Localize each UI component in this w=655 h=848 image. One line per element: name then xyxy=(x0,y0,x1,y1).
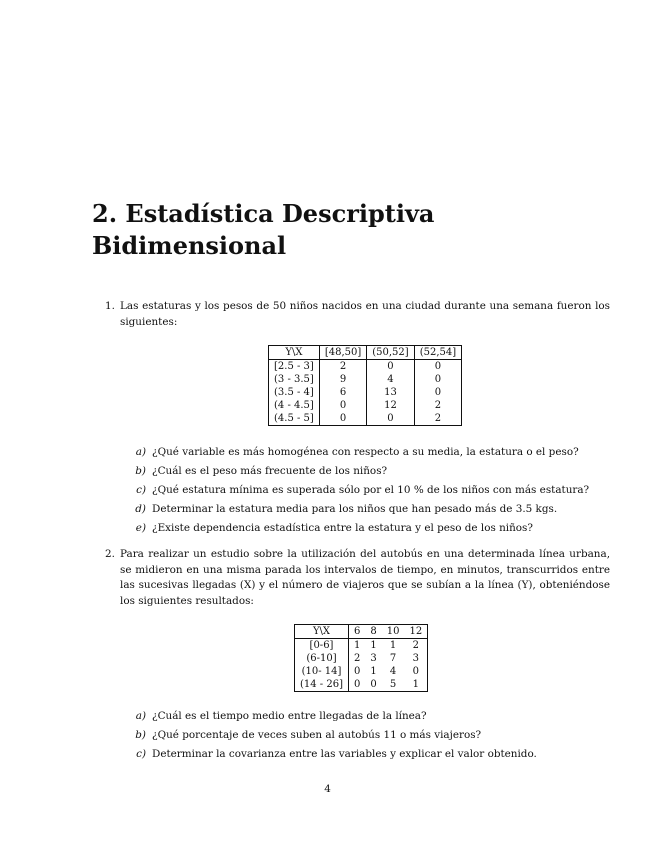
list-item xyxy=(128,445,598,464)
table-cell: 0 xyxy=(367,412,414,426)
table-cell: 0 xyxy=(434,361,442,372)
item-label: a) xyxy=(135,446,146,458)
column-header: 8 xyxy=(365,625,381,639)
row-label: (4 - 4.5] xyxy=(269,399,320,412)
problem-1-subquestions xyxy=(128,445,598,540)
list-item xyxy=(128,728,598,747)
item-label: b) xyxy=(135,729,146,741)
table-cell: 2 xyxy=(412,640,420,651)
table-cell: 12 xyxy=(367,399,414,412)
problem-2-subquestions xyxy=(128,709,598,766)
table-row xyxy=(295,652,428,665)
table-cell: 0 xyxy=(354,666,361,677)
row-label: [0-6] xyxy=(295,639,349,653)
table-cell: 2 xyxy=(434,400,442,411)
table-cell: 4 xyxy=(367,373,414,386)
item-label: e) xyxy=(135,522,146,534)
table-row xyxy=(269,386,462,399)
item-text: ¿Qué variable es más homogénea con respecto a su media, la estatura o el peso? xyxy=(152,446,579,458)
table-cell: 0 xyxy=(434,374,442,385)
item-text: Determinar la covarianza entre las variables y explicar el valor obtenido. xyxy=(152,748,537,760)
table-row xyxy=(295,639,428,653)
item-text: ¿Qué estatura mínima es superada sólo por el 10 % de los niños con más estatura? xyxy=(152,484,590,496)
chapter-title-line1: 2. Estadística Descriptiva xyxy=(92,199,435,228)
table-cell: 0 xyxy=(319,412,366,426)
problem-1-number: 1. xyxy=(105,300,115,312)
list-item xyxy=(128,747,598,766)
row-label: (10- 14] xyxy=(295,665,349,678)
table-cell: 2 xyxy=(434,413,442,424)
problem-2 xyxy=(105,547,610,609)
item-label: c) xyxy=(136,748,146,760)
table-cell: 1 xyxy=(370,666,377,677)
table-cell: 1 xyxy=(354,640,361,651)
column-header: (52,54] xyxy=(414,346,461,360)
table-cell: 3 xyxy=(412,653,420,664)
problem-2-number: 2. xyxy=(105,548,115,560)
column-header: 6 xyxy=(349,625,366,639)
column-header: (50,52] xyxy=(367,346,414,360)
item-text: ¿Existe dependencia estadística entre la estatura y el peso de los niños? xyxy=(152,522,533,534)
problem-1-table xyxy=(268,345,462,426)
table-cell: 4 xyxy=(389,666,397,677)
column-header: [48,50] xyxy=(319,346,366,360)
row-label: (3 - 3.5] xyxy=(269,373,320,386)
item-text: Determinar la estatura media para los niños que han pesado más de 3.5 kgs. xyxy=(152,503,558,515)
table-cell: 0 xyxy=(412,666,420,677)
table-cell: 3 xyxy=(370,653,377,664)
list-item xyxy=(128,483,598,502)
list-item xyxy=(128,464,598,483)
problem-2-table xyxy=(294,624,428,692)
list-item xyxy=(128,502,598,521)
problem-2-text: Para realizar un estudio sobre la utilización del autobús en una determinada línea urbana, se midieron en una misma parada los intervalos de tiempo, en minutos, transcurridos entre las sucesivas llegadas (X) y el número de viajeros que se subían a la línea (Y), obteniéndose los siguientes resultados: xyxy=(120,548,610,607)
row-label: (6-10] xyxy=(295,652,349,665)
table-cell: 2 xyxy=(354,653,361,664)
table-cell: 0 xyxy=(367,360,414,374)
table-cell: 5 xyxy=(389,679,397,690)
table-corner: Y\X xyxy=(269,346,320,360)
item-label: d) xyxy=(135,503,146,515)
item-text: ¿Cuál es el peso más frecuente de los niños? xyxy=(152,465,388,477)
table-cell: 2 xyxy=(319,360,366,374)
table-cell: 0 xyxy=(354,679,361,690)
table-row xyxy=(269,360,462,374)
row-label: (14 - 26] xyxy=(295,678,349,692)
problem-1 xyxy=(105,299,610,330)
table-row xyxy=(269,412,462,426)
item-text: ¿Cuál es el tiempo medio entre llegadas de la línea? xyxy=(152,710,427,722)
table-row xyxy=(295,665,428,678)
item-text: ¿Qué porcentaje de veces suben al autobús 11 o más viajeros? xyxy=(152,729,482,741)
page-number: 4 xyxy=(324,783,331,795)
table-row xyxy=(269,373,462,386)
table-cell: 7 xyxy=(389,653,397,664)
chapter-title-line2: Bidimensional xyxy=(92,231,287,260)
row-label: (3.5 - 4] xyxy=(269,386,320,399)
item-label: b) xyxy=(135,465,146,477)
row-label: (4.5 - 5] xyxy=(269,412,320,426)
chapter-title xyxy=(92,198,572,262)
problem-1-text: Las estaturas y los pesos de 50 niños nacidos en una ciudad durante una semana fueron los siguientes: xyxy=(120,300,610,328)
list-item xyxy=(128,521,598,540)
table-cell: 0 xyxy=(434,387,442,398)
table-cell: 9 xyxy=(319,373,366,386)
table-cell: 1 xyxy=(389,640,397,651)
table-row xyxy=(269,399,462,412)
item-label: a) xyxy=(135,710,146,722)
column-header: 12 xyxy=(404,625,427,639)
table-cell: 1 xyxy=(412,679,420,690)
item-label: c) xyxy=(136,484,146,496)
table-cell: 13 xyxy=(367,386,414,399)
list-item xyxy=(128,709,598,728)
column-header: 10 xyxy=(382,625,405,639)
table-row xyxy=(295,678,428,692)
table-corner: Y\X xyxy=(295,625,349,639)
table-cell: 0 xyxy=(370,679,377,690)
row-label: [2.5 - 3] xyxy=(269,360,320,374)
table-cell: 1 xyxy=(370,640,377,651)
table-cell: 6 xyxy=(319,386,366,399)
table-cell: 0 xyxy=(319,399,366,412)
